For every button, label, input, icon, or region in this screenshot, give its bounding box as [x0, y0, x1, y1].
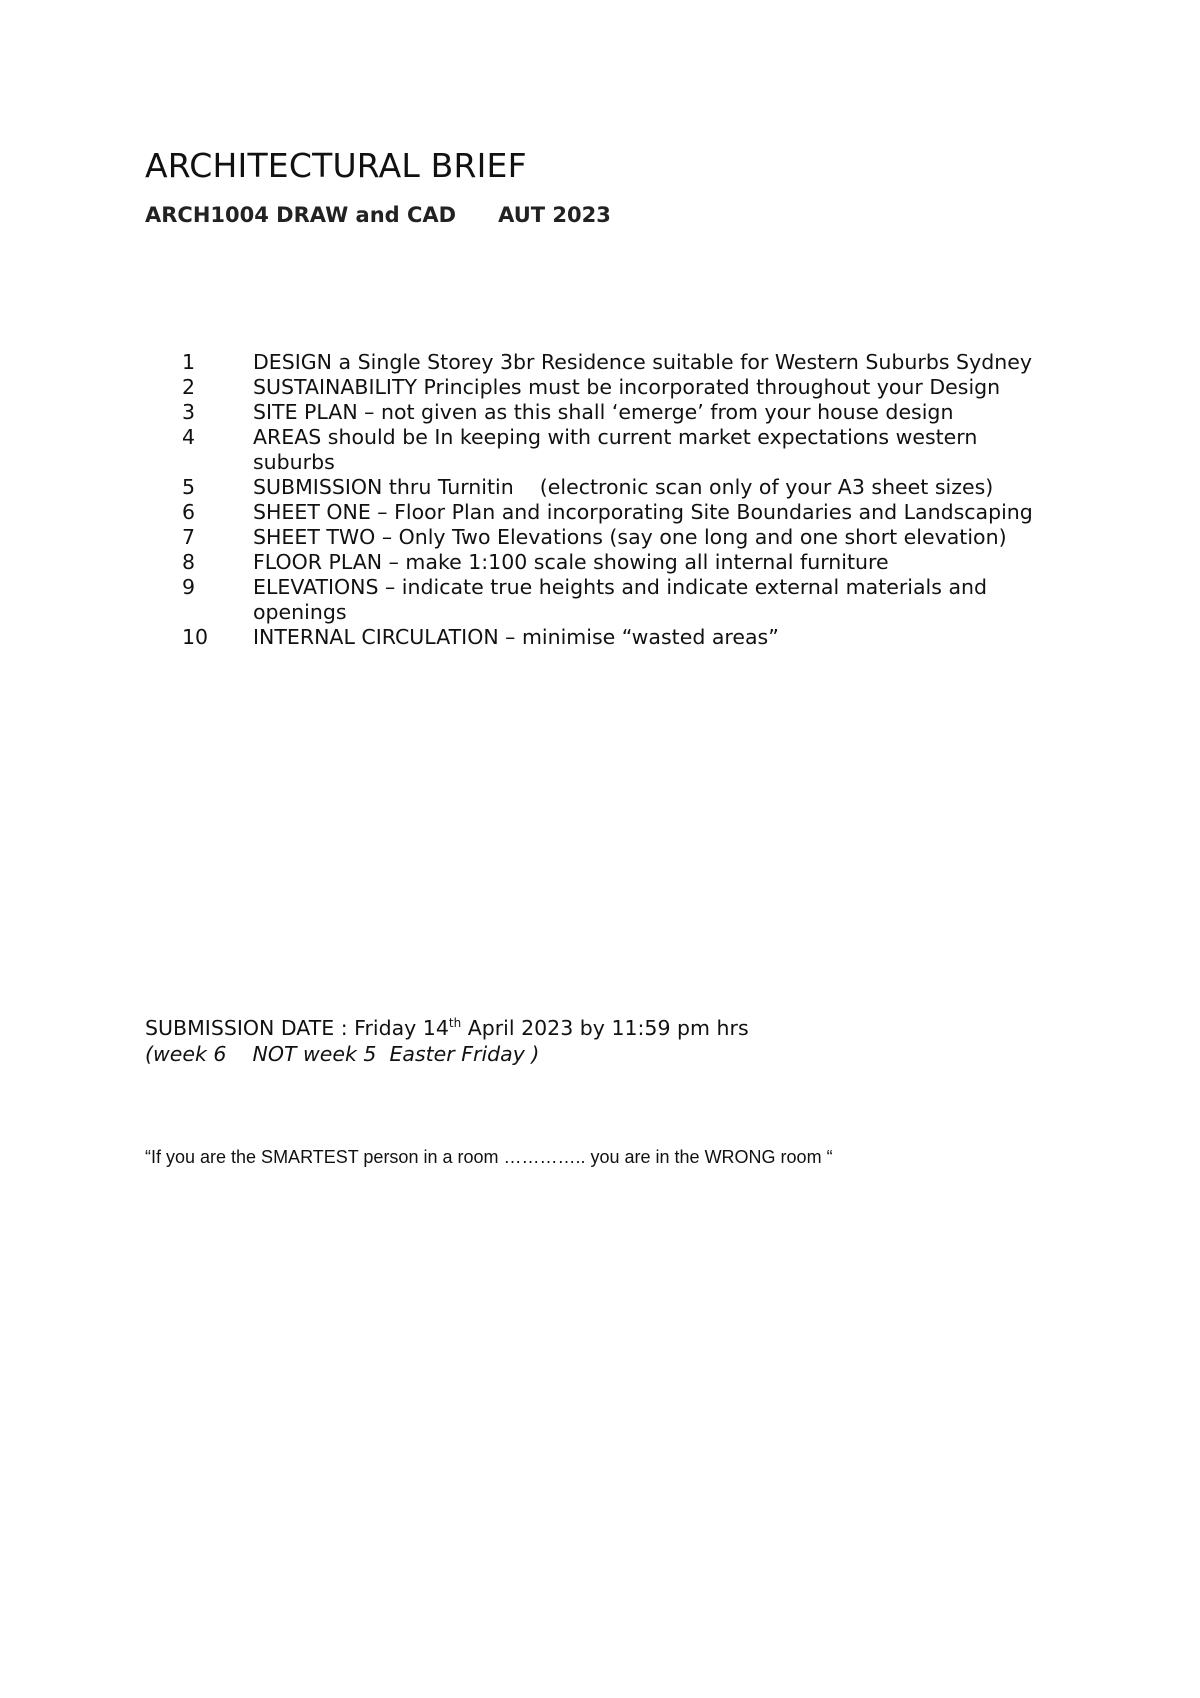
- item-text: DESIGN a Single Storey 3br Residence suitable for Western Suburbs Sydney: [253, 350, 1032, 374]
- brief-requirements-list: [145, 350, 1045, 650]
- item-number: 7: [182, 525, 196, 549]
- item-number: 9: [182, 575, 196, 599]
- item-text: FLOOR PLAN – make 1:100 scale showing all internal furniture: [253, 550, 889, 574]
- item-number: 4: [182, 425, 196, 449]
- item-text: INTERNAL CIRCULATION – minimise “wasted areas”: [253, 625, 779, 649]
- course-term: AUT 2023: [498, 203, 611, 227]
- submission-date-suffix: April 2023 by 11:59 pm hrs: [461, 1016, 749, 1040]
- item-text: SUBMISSION thru Turnitin (electronic scan only of your A3 sheet sizes): [253, 475, 994, 499]
- item-number: 5: [182, 475, 196, 499]
- submission-date-prefix: SUBMISSION DATE : Friday 14: [145, 1016, 449, 1040]
- list-item: [145, 425, 1045, 475]
- list-item: [145, 550, 1045, 575]
- item-number: 3: [182, 400, 196, 424]
- list-item: [145, 525, 1045, 550]
- item-text: SHEET TWO – Only Two Elevations (say one long and one short elevation): [253, 525, 1007, 549]
- course-subtitle: [145, 203, 611, 227]
- item-number: 6: [182, 500, 196, 524]
- item-text: AREAS should be In keeping with current market expectations western suburbs: [253, 425, 978, 474]
- submission-date: [145, 1016, 749, 1041]
- item-text: ELEVATIONS – indicate true heights and indicate external materials and openings: [253, 575, 988, 624]
- course-name: ARCH1004 DRAW and CAD: [145, 203, 457, 227]
- item-number: 1: [182, 350, 196, 374]
- item-number: 8: [182, 550, 196, 574]
- list-item: [145, 350, 1045, 375]
- item-number: 2: [182, 375, 196, 399]
- list-item: [145, 400, 1045, 425]
- item-text: SITE PLAN – not given as this shall ‘emerge’ from your house design: [253, 400, 954, 424]
- closing-quote: “If you are the SMARTEST person in a room ………….. you are in the WRONG room “: [145, 1147, 833, 1167]
- list-item: [145, 475, 1045, 500]
- submission-note: (week 6 NOT week 5 Easter Friday ): [145, 1042, 540, 1066]
- item-text: SHEET ONE – Floor Plan and incorporating Site Boundaries and Landscaping: [253, 500, 1033, 524]
- list-item: [145, 575, 1045, 625]
- list-item: [145, 500, 1045, 525]
- list-item: [145, 375, 1045, 400]
- item-text: SUSTAINABILITY Principles must be incorporated throughout your Design: [253, 375, 1001, 399]
- submission-date-ordinal: th: [448, 1016, 462, 1030]
- document-title: ARCHITECTURAL BRIEF: [145, 146, 527, 185]
- item-number: 10: [182, 625, 209, 649]
- list-item: [145, 625, 1045, 650]
